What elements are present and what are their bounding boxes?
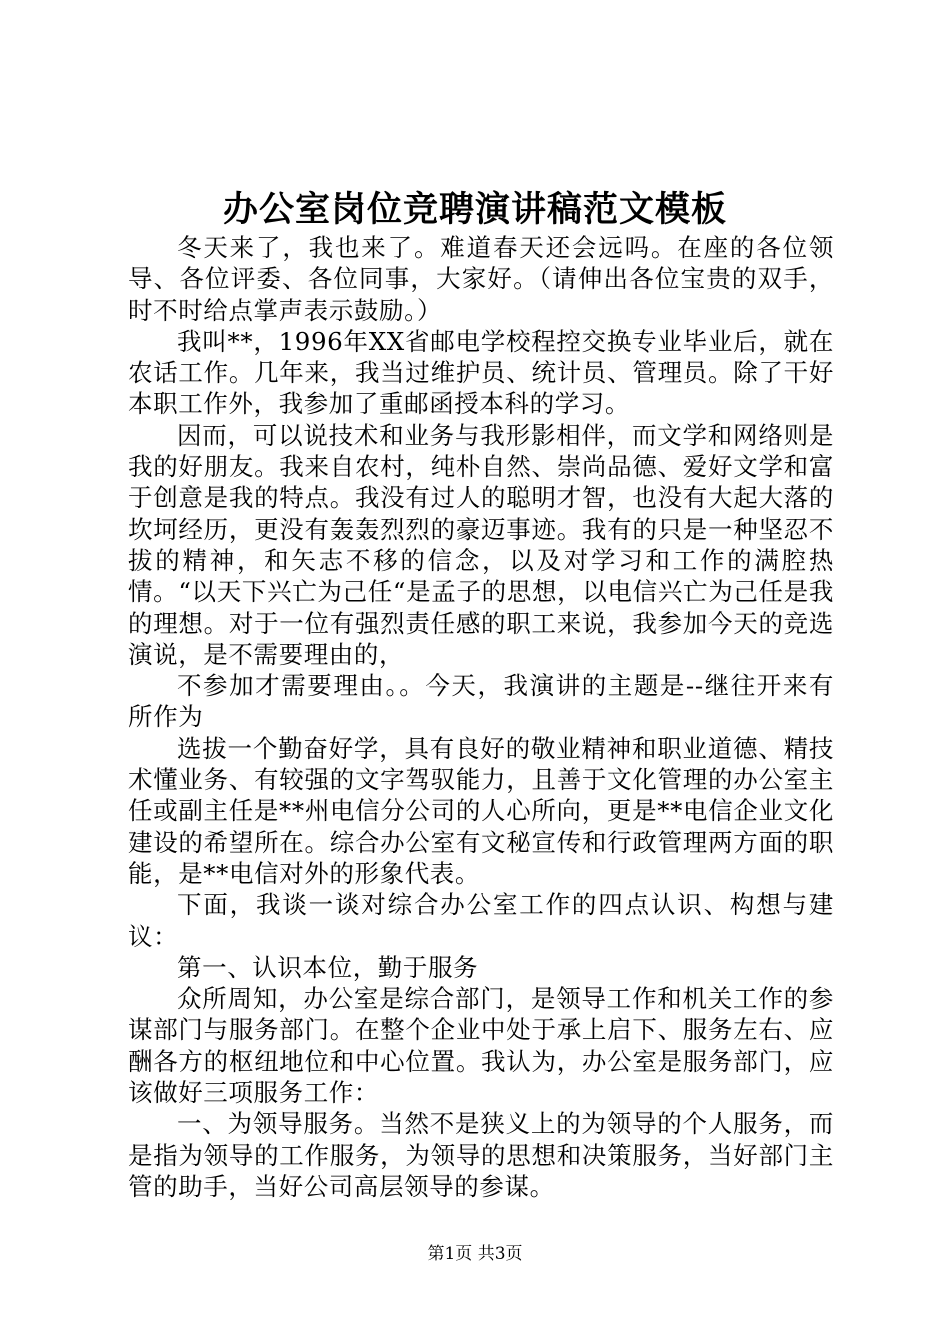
paragraph-9: 一、为领导服务。当然不是狭义上的为领导的个人服务，而是指为领导的工作服务，为领导的思想和决策服务，当好部门主管的助手，当好公司高层领导的参谋。 <box>128 1109 834 1201</box>
document-body <box>128 232 834 1202</box>
paragraph-2: 我叫**，1996年XX省邮电学校程控交换专业毕业后，就在农话工作。几年来，我当过维护员、统计员、管理员。除了干好本职工作外，我参加了重邮函授本科的学习。 <box>128 326 834 419</box>
document-title: 办公室岗位竞聘演讲稿范文模板 <box>222 189 727 230</box>
paragraph-8: 众所周知，办公室是综合部门，是领导工作和机关工作的参谋部门与服务部门。在整个企业中处于承上启下、服务左右、应酬各方的枢纽地位和中心位置。我认为，办公室是服务部门，应该做好三项服务工作： <box>128 984 834 1108</box>
page-number: 第1页 共3页 <box>427 1244 523 1264</box>
paragraph-4: 不参加才需要理由。。今天，我演讲的主题是--继往开来有所作为 <box>128 671 834 732</box>
section-heading: 第一、认识本位，勤于服务 <box>177 952 479 982</box>
paragraph-6: 下面，我谈一谈对综合办公室工作的四点认识、构想与建议： <box>128 890 834 951</box>
paragraph-1: 冬天来了，我也来了。难道春天还会远吗。在座的各位领导、各位评委、各位同事，大家好。（请伸出各位宝贵的双手，时不时给点掌声表示鼓励。） <box>128 233 834 325</box>
paragraph-5: 选拔一个勤奋好学，具有良好的敬业精神和职业道德、精技术懂业务、有较强的文字驾驭能力，且善于文化管理的办公室主任或副主任是**州电信分公司的人心所向，更是**电信企业文化建设的希望所在。综合办公室有文秘宣传和行政管理两方面的职能，是**电信对外的形象代表。 <box>128 733 834 888</box>
paragraph-3: 因而，可以说技术和业务与我形影相伴，而文学和网络则是我的好朋友。我来自农村，纯朴自然、崇尚品德、爱好文学和富于创意是我的特点。我没有过人的聪明才智，也没有大起大落的坎坷经历，更没有轰轰烈烈的豪迈事迹。我有的只是一种坚忍不拔的精神，和矢志不移的信念，以及对学习和工作的满腔热情。“以天下兴亡为己任“是孟子的思想，以电信兴亡为己任是我的理想。对于一位有强烈责任感的职工来说，我参加今天的竞选演说，是不需要理由的， <box>128 420 834 669</box>
